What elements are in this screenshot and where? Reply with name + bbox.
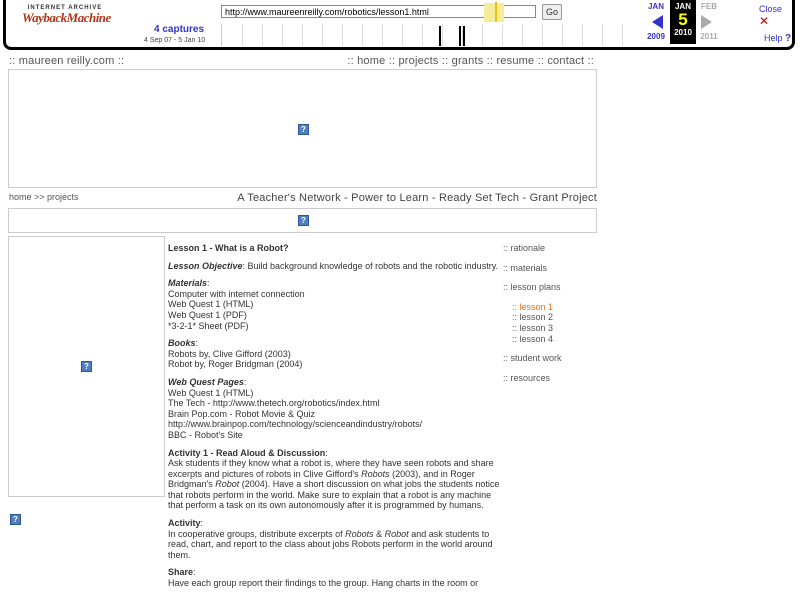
books-label: Books	[168, 338, 196, 349]
webquest-label: Web Quest Pages	[168, 376, 244, 387]
site-brand[interactable]: :: maureen reilly.com ::	[9, 55, 125, 67]
current-capture-marker	[495, 2, 497, 22]
wayback-url-input[interactable]: http://www.maureenreilly.com/robotics/lesson1.html	[221, 5, 536, 18]
prev-year: 2009	[647, 32, 665, 41]
material-link[interactable]: Web Quest 1 (PDF)	[168, 309, 247, 320]
prev-month: JAN	[647, 2, 664, 11]
next-capture-arrow-icon	[701, 15, 712, 29]
sidebar-item-resources[interactable]: :: resources	[503, 372, 551, 383]
activity-text: In cooperative groups, distribute excerpts of Robots & Robot and ask students to read, chart, and report to the class about jobs Robots perform in the world around them.	[168, 528, 493, 560]
materials-label: Materials	[168, 278, 208, 289]
tagline: A Teacher's Network - Power to Learn - Ready Set Tech - Grant Project	[237, 192, 597, 204]
close-label: Close	[759, 4, 783, 14]
sidebar-item-lesson-2[interactable]: :: lesson 2	[512, 312, 554, 323]
close-icon[interactable]: ✕	[759, 14, 770, 28]
nav-home[interactable]: :: home	[347, 55, 386, 67]
current-month-column	[670, 0, 696, 44]
prev-capture-arrow-icon[interactable]	[652, 15, 663, 29]
next-year: 2011	[700, 32, 718, 41]
nav-contact[interactable]: :: contact ::	[537, 55, 594, 67]
lesson-content: Lesson 1 - What is a Robot? Lesson Objective: Build background knowledge of robots and the robotic industry. Materials: Computer with internet connection Web Quest 1 (HTML) Web Quest 1 (PDF) *3-2-1* Sheet (PDF) Books: Robots by, Clive Gifford (2003) Robot by, Roger Bridgman (2004) Web Quest Pages: Web Quest 1 (HTML) The Tech - http://www.thetech.org/robotics/index.html Brain Pop.com - Robot Movie & Quiz http://www.brainpop.com/technology/scienceandindustry/robots/ BBC - Robot's Site Activity 1 - Read Aloud & Discussion: Ask students if they know what a robot is, where they have seen robots and share excerpts and pictures of robots in Clive Gifford's Robots (2003), and in Roger Bridgman's Robot (2004). Have a short discussion on what jobs the students notice that robots perform in the world. Make sure to explain that a robot is any machine that perform a task on its own autonomously after it is programmed by humans. Activity: In cooperative groups, distribute excerpts of Robots & Robot and ask students to read, chart, and report to the class about jobs Robots perform in the world around them. Share: Have each group report their findings to the group. Hang charts in the room or	[168, 243, 500, 589]
wayback-logo[interactable]	[22, 5, 111, 25]
share-text: Have each group report their findings to the group. Hang charts in the room or	[168, 578, 479, 589]
sidebar-item-rationale[interactable]: :: rationale	[503, 243, 546, 253]
broken-image-icon: ?	[298, 215, 309, 226]
wayback-logo-top: INTERNET ARCHIVE	[27, 5, 103, 11]
capture-sparkline[interactable]	[221, 24, 637, 46]
sidebar-item-lesson-3[interactable]: :: lesson 3	[512, 322, 554, 333]
close-button[interactable]	[759, 4, 792, 28]
help-icon[interactable]: ?	[785, 33, 792, 44]
book-item: Robot by, Roger Bridgman (2004)	[168, 359, 303, 370]
nav-projects[interactable]: :: projects	[388, 55, 439, 67]
nav-grants[interactable]: :: grants	[441, 55, 484, 67]
wayback-toolbar	[3, 0, 795, 50]
wayback-go-button[interactable]: Go	[542, 4, 562, 20]
wayback-logo-main: WaybackMachine	[22, 10, 111, 25]
broken-image-icon: ?	[10, 514, 21, 525]
objective-label: Lesson Objective	[168, 260, 243, 271]
capture-bar	[459, 26, 461, 46]
webquest-link[interactable]: BBC - Robot's Site	[168, 429, 243, 440]
lesson-sidebar	[503, 243, 562, 383]
webquest-link[interactable]: Web Quest 1 (HTML)	[168, 387, 254, 398]
banner-image-box	[8, 69, 597, 188]
sidebar-item-lesson-1[interactable]: :: lesson 1	[512, 301, 554, 312]
subbanner-image-box	[8, 208, 597, 233]
capture-bar	[439, 26, 441, 46]
side-image-box	[8, 236, 165, 497]
sidebar-item-materials[interactable]: :: materials	[503, 262, 548, 273]
broken-image-icon: ?	[81, 361, 92, 372]
webquest-link[interactable]: http://www.brainpop.com/technology/scienceandindustry/robots/	[168, 419, 423, 430]
lesson-title: Lesson 1 - What is a Robot?	[168, 243, 289, 253]
capture-bar	[463, 26, 465, 46]
sidebar-item-student-work[interactable]: :: student work	[503, 353, 562, 364]
help-button[interactable]	[764, 33, 791, 44]
current-capture-highlight	[484, 3, 504, 22]
webquest-link[interactable]: The Tech - http://www.thetech.org/robotics/index.html	[168, 398, 380, 409]
objective-text: : Build background knowledge of robots and the robotic industry.	[242, 260, 499, 271]
next-month: FEB	[701, 2, 717, 11]
capture-range: 4 Sep 07 - 5 Jan 10	[144, 37, 206, 44]
current-day: 5	[678, 10, 688, 29]
activity-label: Activity	[168, 518, 201, 529]
current-month: JAN	[674, 2, 691, 11]
site-nav	[347, 55, 594, 67]
breadcrumb[interactable]: home >> projects	[9, 192, 79, 202]
webquest-link[interactable]: Brain Pop.com - Robot Movie & Quiz	[168, 408, 316, 419]
nav-resume[interactable]: :: resume	[486, 55, 535, 67]
sidebar-item-lesson-plans[interactable]: :: lesson plans	[503, 282, 561, 293]
current-year: 2010	[674, 28, 692, 37]
activity1-text: Ask students if they know what a robot is, where they have seen robots and share excerpts and pictures of robots in Clive Gifford's Robots (2003), and in Roger Bridgman's Robot (2004). Have a short discussion on what jobs the students notice that robots perform in the world. Make sure to explain that a robot is any machine that perform a task on its own autonomously after it is programmed by humans.	[168, 458, 500, 511]
sidebar-item-lesson-4[interactable]: :: lesson 4	[512, 333, 554, 344]
book-item: Robots by, Clive Gifford (2003)	[168, 348, 291, 359]
help-label: Help	[764, 33, 783, 43]
broken-image-icon: ?	[298, 124, 309, 135]
material-link[interactable]: *3-2-1* Sheet (PDF)	[168, 320, 249, 331]
activity1-label: Activity 1 - Read Aloud & Discussion	[168, 447, 326, 458]
material-link[interactable]: Web Quest 1 (HTML)	[168, 299, 254, 310]
material-item: Computer with internet connection	[168, 288, 305, 299]
captures-link[interactable]: 4 captures	[154, 24, 205, 35]
share-label: Share	[168, 567, 194, 578]
